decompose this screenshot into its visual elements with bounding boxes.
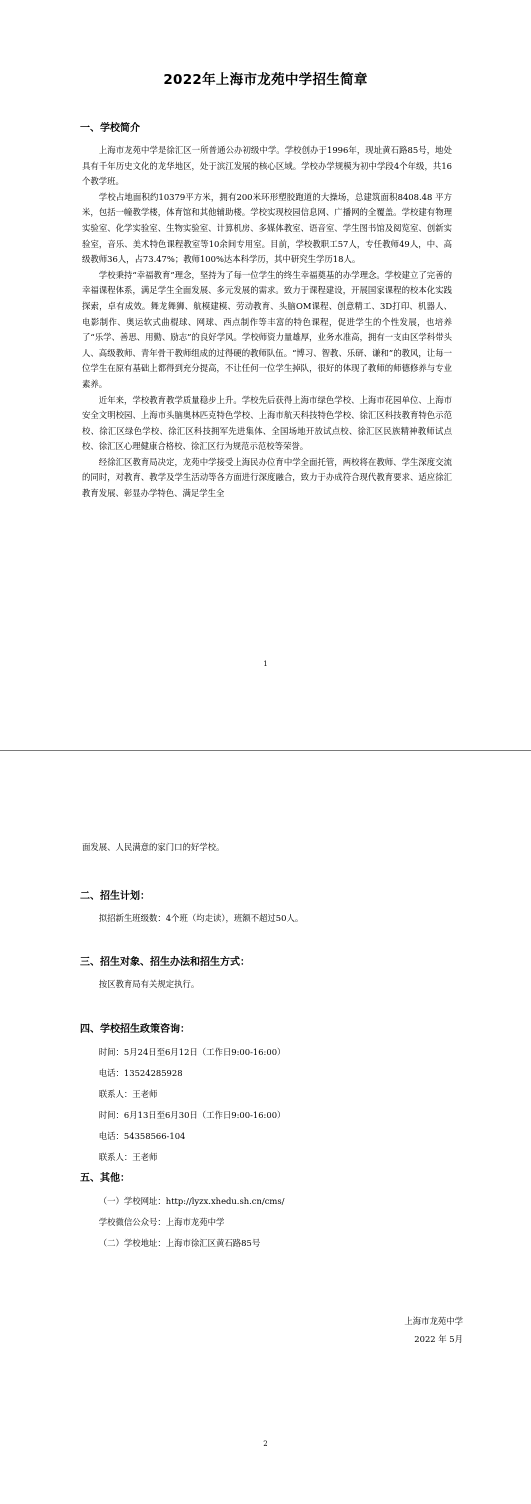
signature-school: 上海市龙苑中学 — [404, 1316, 463, 1326]
school-website-line: （一）学校网址：http://lyzx.xhedu.sh.cn/cms/ — [98, 1195, 285, 1206]
consultation-contact-1: 联系人：王老师 — [98, 1088, 158, 1099]
enrollment-method-text: 按区教育局有关规定执行。 — [98, 979, 200, 990]
intro-continuation: 面发展、人民满意的家门口的好学校。 — [82, 842, 225, 852]
page-number-2: 2 — [263, 1440, 268, 1448]
consultation-phone-2: 电话：54358566-104 — [98, 1130, 186, 1141]
page2-body — [82, 840, 452, 1254]
section-heading-enrollment-plan: 二、招生计划： — [80, 890, 150, 902]
consultation-time-2: 时间：6月13日至6月30日（工作日9:00-16:00） — [98, 1109, 286, 1120]
consultation-time-1: 时间：5月24日至6月12日（工作日9:00-16:00） — [98, 1046, 286, 1057]
intro-paragraph-1: 上海市龙苑中学是徐汇区一所普通公办初级中学。学校创办于1996年，现址黄石路85号，地处具有千年历史文化的龙华地区，处于滨江发展的核心区域。学校办学规模为初中学段4个年级，共16个教学班。 — [82, 145, 452, 187]
consultation-contact-2: 联系人：王老师 — [98, 1151, 158, 1162]
document-page-1 — [0, 0, 531, 750]
intro-paragraph-2: 学校占地面积约10379平方米，拥有200米环形塑胶跑道的大操场，总建筑面积8408.48 平方米，包括一幢教学楼，体育馆和其他辅助楼。学校实现校园信息网、广播网的全覆盖。学校建有物理实验室、化学实验室、生物实验室、计算机房、多媒体教室、语音室、学生图书馆及阅览室、创新实验室，音乐、美术特色课程教室等10余间专用室。目前，学校教职工57人，专任教师49人，中、高级教师36人，占73.47%；教师100%达本科学历，其中研究生学历18人。 — [82, 191, 452, 265]
page-separator — [0, 750, 531, 751]
school-address-line: （二）学校地址：上海市徐汇区黄石路85号 — [98, 1237, 261, 1248]
page-number-1: 1 — [263, 660, 268, 668]
signature-block — [404, 1312, 463, 1348]
section-heading-consultation: 四、学校招生政策咨询： — [80, 1023, 190, 1035]
signature-date: 2022 年 5月 — [414, 1334, 463, 1344]
enrollment-plan-text: 拟招新生班级数：4个班（均走读），班额不超过50人。 — [98, 912, 304, 923]
consultation-phone-1: 电话：13524285928 — [98, 1067, 183, 1078]
school-wechat-line: 学校微信公众号：上海市龙苑中学 — [98, 1216, 225, 1227]
section-heading-enrollment-method: 三、招生对象、招生办法和招生方式： — [80, 957, 250, 969]
intro-paragraph-4: 近年来，学校教育教学质量稳步上升。学校先后获得上海市绿色学校、上海市花园单位、上海市安全文明校园、上海市头脑奥林匹克特色学校、上海市航天科技特色学校、徐汇区科技教育特色示范校、徐汇区绿色学校、徐汇区科技拥军先进集体、全国场地开放试点校、徐汇区民族精神教师试点校、徐汇区心理健康合格校、徐汇区行为规范示范校等荣誉。 — [82, 394, 452, 452]
document-title: 2022年上海市龙苑中学招生简章 — [163, 72, 368, 88]
document-page-2 — [0, 754, 531, 1504]
section-heading-school-intro: 一、学校简介 — [80, 123, 140, 134]
section-school-intro — [82, 122, 452, 502]
intro-paragraph-5: 经徐汇区教育局决定，龙苑中学接受上海民办位育中学全面托管，两校将在教师、学生深度交流的同时，对教育、教学及学生活动等各方面进行深度融合，致力于办成符合现代教育要求、适应徐汇教育发展、彰显办学特色、满足学生全 — [82, 456, 452, 499]
section-heading-other: 五、其他： — [80, 1172, 130, 1184]
intro-paragraph-3: 学校秉持“幸福教育”理念，坚持为了每一位学生的终生幸福奠基的办学理念。学校建立了完善的幸福课程体系，满足学生全面发展、多元发展的需求。致力于课程建设，开展国家课程的校本化实践探索，卓有成效。舞龙舞狮、航模建模、劳动教育、头脑OM课程、创意精工、3D打印、机器人、电影制作、奥运软式曲棍球、网球、西点制作等丰富的特色课程，促进学生的个性发展，也培养了“乐学、善思、用勤、励志”的良好学风。学校师资力量雄厚，业务水准高，拥有一支由区学科带头人、高级教师、青年骨干教师组成的过得硬的教师队伍。“博习、智教、乐研、谦和”的教风，让每一位学生在原有基础上都得到充分提高，不让任何一位学生掉队，很好的体现了教师的师德修养与专业素养。 — [82, 269, 452, 389]
